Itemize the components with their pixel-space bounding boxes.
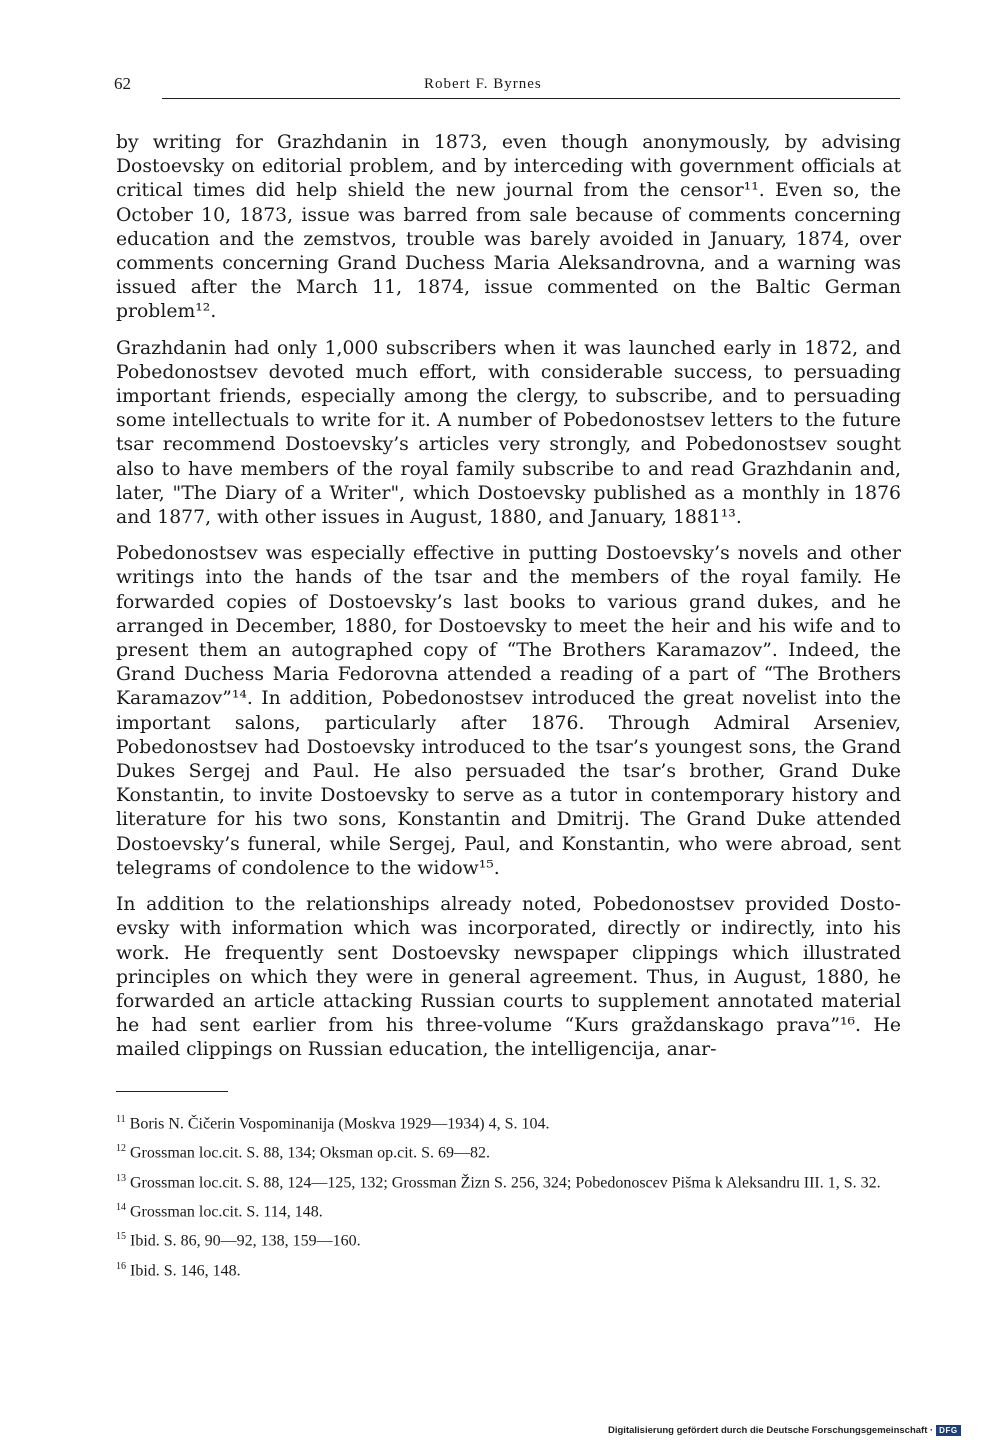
paragraph: Grazhdanin had only 1,000 subscribers when it was launched early in 1872, and Pobedonostsev devoted much effort, with considerable success, to persuading important friends, especially among the clergy, to subscribe, and to persuading some intellectuals to write for it. A number of Pobedonostsev letters to the future tsar recommend Dostoevsky’s articles very strongly, and Pobedonostsev sought also to have members of the royal family subscribe to and read Grazhdanin and, later, "The Diary of a Writer", which Dostoevsky published as a monthly in 1876 and 1877, with other issues in August, 1880, and January, 1881¹³. [116, 337, 901, 529]
header-rule [162, 98, 900, 99]
dfg-logo: DFG [936, 1425, 960, 1436]
running-head: Robert F. Byrnes [424, 76, 542, 92]
footnote [116, 1224, 906, 1253]
body-text [116, 131, 901, 1075]
footnote-text: Boris N. Čičerin Vospominanija (Moskva 1929—1934) 4, S. 104. [129, 1115, 550, 1133]
footnote-number: 15 [116, 1231, 126, 1243]
paragraph: by writing for Grazhdanin in 1873, even though anonymously, by advising Dostoevsky on editorial problem, and by interceding with government officials at critical times did help shield the new journal from the censor¹¹. Even so, the October 10, 1873, issue was barred from sale because of comments concerning education and the zemstvos, trouble was barely avoided in January, 1874, over comments concerning Grand Duchess Maria Aleksandrovna, and a warning was issued after the March 11, 1874, issue commented on the Baltic German problem¹². [116, 132, 901, 323]
footnote-number: 14 [116, 1201, 126, 1213]
footnote [116, 1254, 906, 1283]
footnote-text: Grossman loc.cit. S. 114, 148. [130, 1203, 323, 1221]
paragraph: In addition to the relationships already noted, Pobedonostsev provided Dostoevsky with information which was incorporated, directly or indirectly, into his work. He frequently sent Dostoevsky newspaper clippings which illustrated principles on which they were in general agreement. Thus, in August, 1880, he forwarded an article attacking Russian courts to supplement annotated material he had sent earlier from his three-volume “Kurs graždanskago prava”¹⁶. He mailed clippings on Russian education, the intelligencija, anar- [116, 894, 901, 1061]
footnote-number: 13 [116, 1172, 126, 1184]
footnote [116, 1136, 906, 1165]
footnote-text: Ibid. S. 146, 148. [130, 1261, 241, 1279]
footnote-text: Grossman loc.cit. S. 88, 124—125, 132; Grossman Žizn S. 256, 324; Pobedonoscev Pis̆ma k Aleksandru III. 1, S. 32. [130, 1173, 881, 1191]
footnote-text: Grossman loc.cit. S. 88, 134; Oksman op.cit. S. 69—82. [130, 1144, 490, 1162]
credit-text: Digitalisierung gefördert durch die Deutsche Forschungsgemeinschaft · [608, 1425, 934, 1436]
footnote-number: 16 [116, 1260, 126, 1272]
footnote [116, 1166, 906, 1195]
footnotes [116, 1107, 906, 1283]
footnote-text: Ibid. S. 86, 90—92, 138, 159—160. [130, 1232, 361, 1250]
paragraph: Pobedonostsev was especially effective in putting Dostoevsky’s novels and other writings into the hands of the tsar and the members of the royal family. He forwarded copies of Dostoevsky’s last books to various grand dukes, and he arranged in December, 1880, for Dostoevsky to meet the heir and his wife and to present them an autographed copy of “The Brothers Karamazov”. Indeed, the Grand Duchess Maria Fedorovna attended a reading of a part of “The Brothers Karamazov”¹⁴. In addition, Pobedonostsev introduced the great novelist into the important salons, particularly after 1876. Through Admiral Arseniev, Pobedonostsev had Dostoevsky introduced to the tsar’s youngest sons, the Grand Dukes Sergej and Paul. He also persuaded the tsar’s brother, Grand Duke Konstantin, to invite Dostoevsky to serve as a tutor in contemporary history and literature for his two sons, Konstantin and Dmitrij. The Grand Duke attended Dostoevsky’s funeral, while Sergej, Paul, and Konstantin, who were abroad, sent telegrams of condolence to the widow¹⁵. [116, 543, 901, 879]
footnote-number: 11 [116, 1114, 126, 1125]
page-number: 62 [114, 74, 131, 93]
footnote [116, 1195, 906, 1224]
footnote-rule [116, 1091, 228, 1092]
footnote-number: 12 [116, 1143, 126, 1155]
footnote [116, 1107, 906, 1136]
digitization-credit [608, 1425, 961, 1436]
